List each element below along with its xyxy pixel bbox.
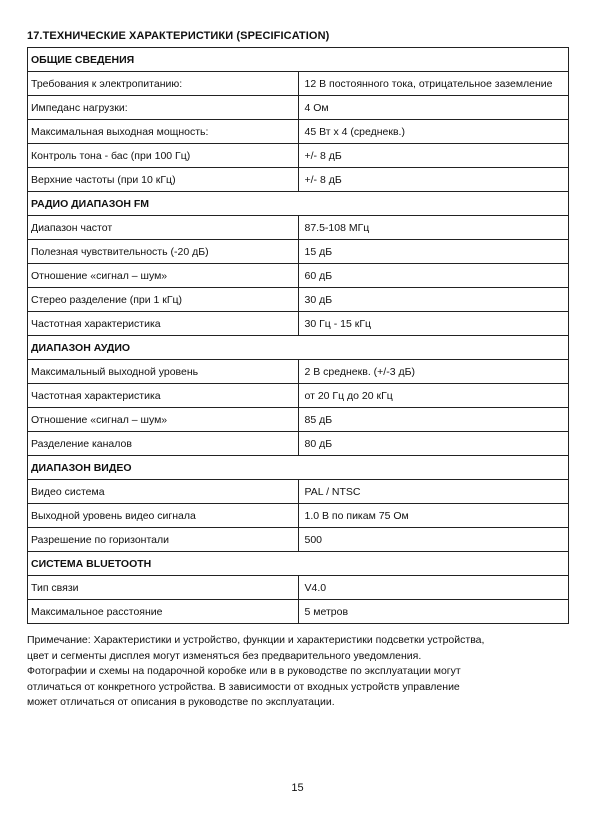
- parameter-cell: Максимальная выходная мощность:: [28, 120, 299, 144]
- parameter-cell: Частотная характеристика: [28, 384, 299, 408]
- value-cell: 500: [298, 528, 569, 552]
- value-cell: 45 Вт х 4 (среднекв.): [298, 120, 569, 144]
- parameter-cell: Диапазон частот: [28, 216, 299, 240]
- parameter-cell: Разрешение по горизонтали: [28, 528, 299, 552]
- page-number: 15: [291, 782, 304, 794]
- note-line: цвет и сегменты дисплея могут изменяться без предварительного уведомления.: [27, 649, 422, 662]
- spec-table: [27, 47, 569, 624]
- table-row: [28, 600, 569, 624]
- value-cell: +/- 8 дБ: [298, 144, 569, 168]
- parameter-cell: Импеданс нагрузки:: [28, 96, 299, 120]
- value-cell: 12 В постоянного тока, отрицательное заземление: [298, 72, 569, 96]
- note-line: может отличаться от описания в руководстве по эксплуатации.: [27, 696, 335, 709]
- table-row: [28, 240, 569, 264]
- note-line: отличаться от конкретного устройства. В зависимости от входных устройств управление: [27, 680, 460, 693]
- parameter-cell: Тип связи: [28, 576, 299, 600]
- section-title: ДИАПАЗОН АУДИО: [28, 336, 569, 360]
- parameter-cell: Верхние частоты (при 10 кГц): [28, 168, 299, 192]
- page-title: 17.ТЕХНИЧЕСКИЕ ХАРАКТЕРИСТИКИ (SPECIFICATION): [27, 30, 330, 42]
- value-cell: от 20 Гц до 20 кГц: [298, 384, 569, 408]
- value-cell: 30 Гц - 15 кГц: [298, 312, 569, 336]
- value-cell: +/- 8 дБ: [298, 168, 569, 192]
- section-title: СИСТЕМА BLUETOOTH: [28, 552, 569, 576]
- value-cell: 80 дБ: [298, 432, 569, 456]
- value-cell: 30 дБ: [298, 288, 569, 312]
- parameter-cell: Полезная чувствительность (-20 дБ): [28, 240, 299, 264]
- table-row: [28, 408, 569, 432]
- table-row: [28, 576, 569, 600]
- parameter-cell: Контроль тона - бас (при 100 Гц): [28, 144, 299, 168]
- parameter-cell: Отношение «сигнал – шум»: [28, 264, 299, 288]
- table-row: [28, 216, 569, 240]
- parameter-cell: Отношение «сигнал – шум»: [28, 408, 299, 432]
- parameter-cell: Выходной уровень видео сигнала: [28, 504, 299, 528]
- parameter-cell: Разделение каналов: [28, 432, 299, 456]
- table-row: [28, 72, 569, 96]
- section-header-row: [28, 48, 569, 72]
- table-row: [28, 384, 569, 408]
- value-cell: 60 дБ: [298, 264, 569, 288]
- value-cell: 1.0 В по пикам 75 Ом: [298, 504, 569, 528]
- value-cell: 85 дБ: [298, 408, 569, 432]
- value-cell: 4 Ом: [298, 96, 569, 120]
- note-line: Примечание: Характеристики и устройство, функции и характеристики подсветки устройства,: [27, 634, 485, 646]
- table-row: [28, 264, 569, 288]
- value-cell: 5 метров: [298, 600, 569, 624]
- table-row: [28, 312, 569, 336]
- section-title: ОБЩИЕ СВЕДЕНИЯ: [28, 48, 569, 72]
- table-row: [28, 96, 569, 120]
- table-row: [28, 504, 569, 528]
- section-header-row: [28, 456, 569, 480]
- value-cell: V4.0: [298, 576, 569, 600]
- parameter-cell: Требования к электропитанию:: [28, 72, 299, 96]
- note: [27, 633, 572, 711]
- section-title: ДИАПАЗОН ВИДЕО: [28, 456, 569, 480]
- value-cell: 15 дБ: [298, 240, 569, 264]
- table-row: [28, 480, 569, 504]
- table-row: [28, 360, 569, 384]
- table-row: [28, 288, 569, 312]
- table-row: [28, 120, 569, 144]
- section-title: РАДИО ДИАПАЗОН FM: [28, 192, 569, 216]
- parameter-cell: Стерео разделение (при 1 кГц): [28, 288, 299, 312]
- section-header-row: [28, 336, 569, 360]
- table-row: [28, 144, 569, 168]
- parameter-cell: Максимальный выходной уровень: [28, 360, 299, 384]
- section-header-row: [28, 192, 569, 216]
- table-row: [28, 432, 569, 456]
- value-cell: PAL / NTSC: [298, 480, 569, 504]
- section-header-row: [28, 552, 569, 576]
- table-row: [28, 168, 569, 192]
- parameter-cell: Максимальное расстояние: [28, 600, 299, 624]
- value-cell: 2 В среднекв. (+/-3 дБ): [298, 360, 569, 384]
- value-cell: 87.5-108 МГц: [298, 216, 569, 240]
- table-row: [28, 528, 569, 552]
- parameter-cell: Видео система: [28, 480, 299, 504]
- note-line: Фотографии и схемы на подарочной коробке или в в руководстве по эксплуатации могут: [27, 665, 461, 678]
- parameter-cell: Частотная характеристика: [28, 312, 299, 336]
